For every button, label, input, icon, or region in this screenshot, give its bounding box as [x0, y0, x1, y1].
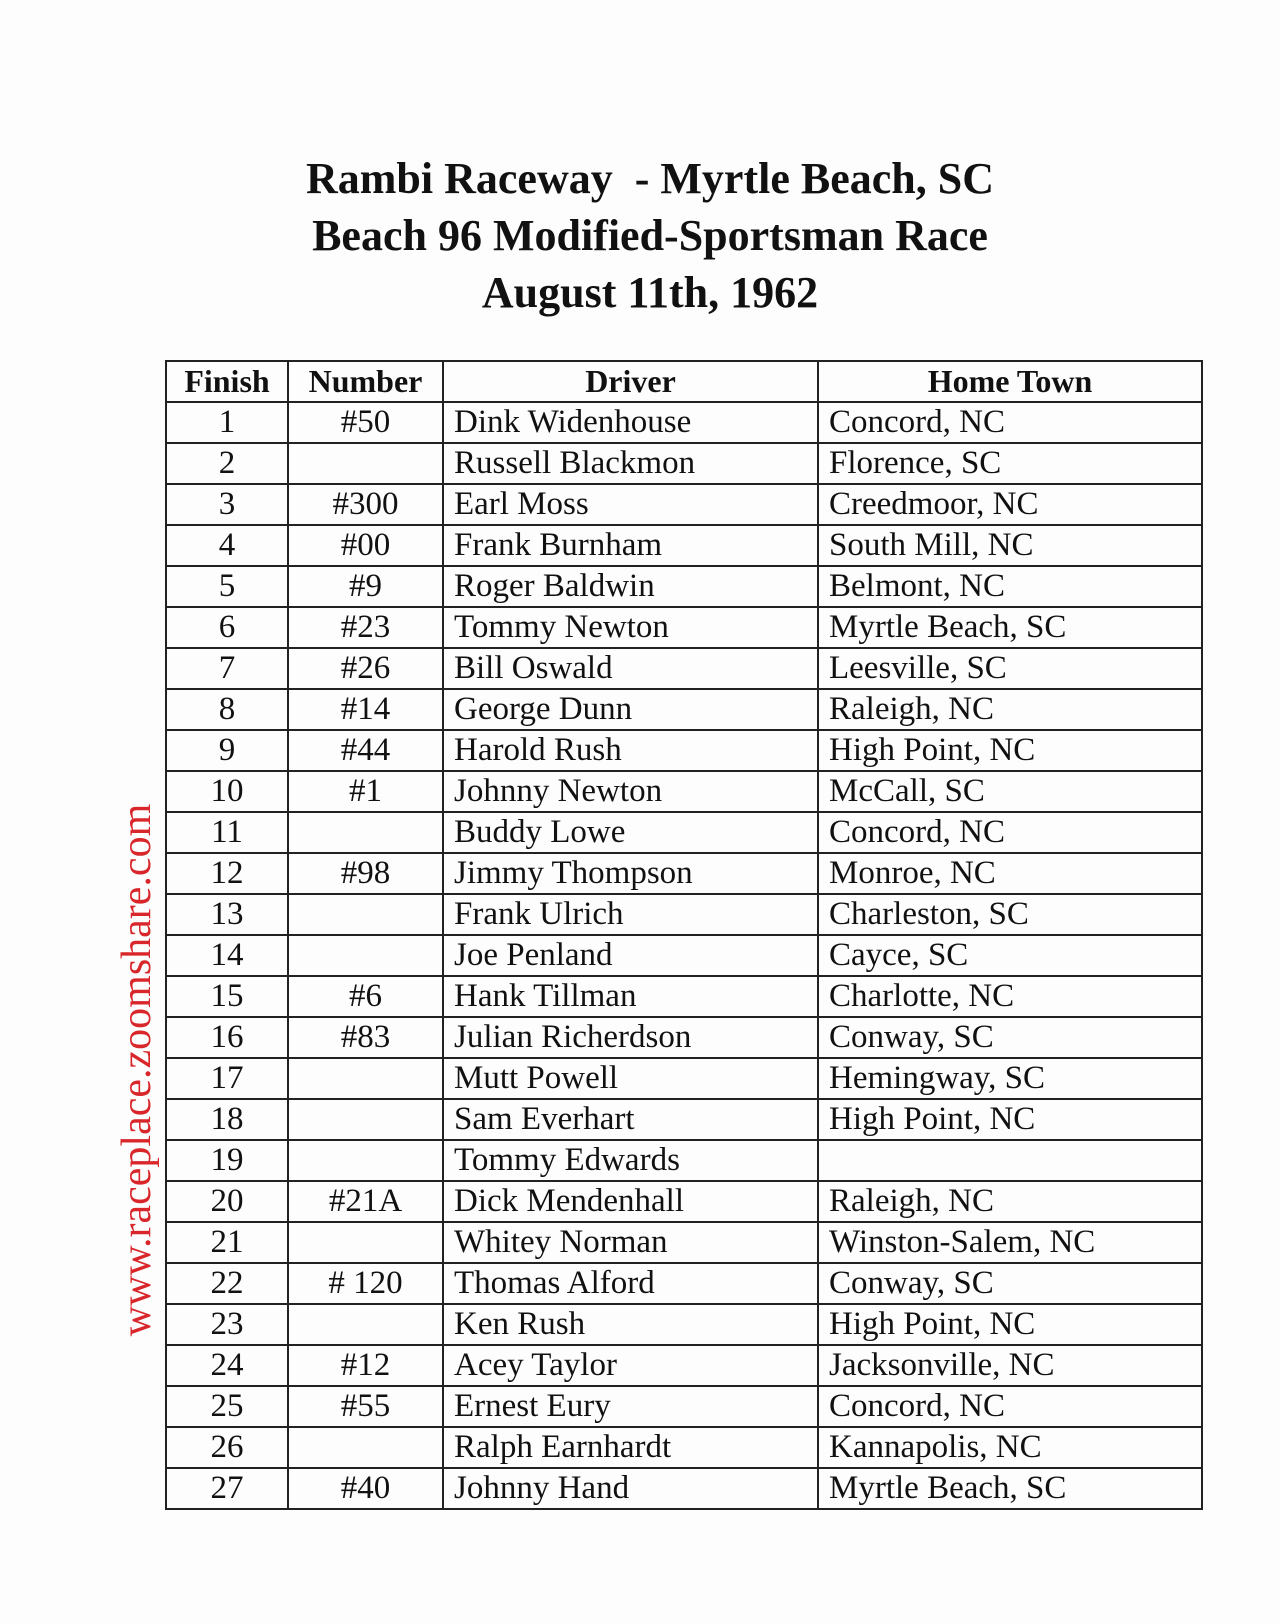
driver-cell: George Dunn — [443, 689, 818, 730]
driver-cell: Jimmy Thompson — [443, 853, 818, 894]
home-town-cell: Conway, SC — [818, 1263, 1202, 1304]
driver-cell: Thomas Alford — [443, 1263, 818, 1304]
number-cell: #83 — [288, 1017, 443, 1058]
header-row — [166, 361, 1202, 402]
number-cell: #40 — [288, 1468, 443, 1509]
home-town-cell: Concord, NC — [818, 1386, 1202, 1427]
finish-cell: 23 — [166, 1304, 288, 1345]
table-row — [166, 853, 1202, 894]
driver-cell: Julian Richerdson — [443, 1017, 818, 1058]
header-driver: Driver — [443, 361, 818, 402]
finish-cell: 10 — [166, 771, 288, 812]
table-row — [166, 1017, 1202, 1058]
table-row — [166, 935, 1202, 976]
number-cell — [288, 1099, 443, 1140]
finish-cell: 4 — [166, 525, 288, 566]
finish-cell: 16 — [166, 1017, 288, 1058]
title-line-date: August 11th, 1962 — [481, 268, 819, 317]
number-cell: #44 — [288, 730, 443, 771]
home-town-cell: Charleston, SC — [818, 894, 1202, 935]
table-row — [166, 1140, 1202, 1181]
finish-cell: 9 — [166, 730, 288, 771]
number-cell: #12 — [288, 1345, 443, 1386]
driver-cell: Russell Blackmon — [443, 443, 818, 484]
number-cell — [288, 935, 443, 976]
driver-cell: Ernest Eury — [443, 1386, 818, 1427]
number-cell: #9 — [288, 566, 443, 607]
home-town-cell: Raleigh, NC — [818, 689, 1202, 730]
home-town-cell: Creedmoor, NC — [818, 484, 1202, 525]
table-row — [166, 689, 1202, 730]
home-town-cell: Raleigh, NC — [818, 1181, 1202, 1222]
driver-cell: Dick Mendenhall — [443, 1181, 818, 1222]
finish-cell: 26 — [166, 1427, 288, 1468]
home-town-cell: Monroe, NC — [818, 853, 1202, 894]
number-cell: #26 — [288, 648, 443, 689]
finish-cell: 5 — [166, 566, 288, 607]
table-row — [166, 1099, 1202, 1140]
table-row — [166, 1181, 1202, 1222]
finish-cell: 24 — [166, 1345, 288, 1386]
finish-cell: 20 — [166, 1181, 288, 1222]
number-cell — [288, 894, 443, 935]
driver-cell: Roger Baldwin — [443, 566, 818, 607]
table-row — [166, 1263, 1202, 1304]
driver-cell: Buddy Lowe — [443, 812, 818, 853]
home-town-cell: Cayce, SC — [818, 935, 1202, 976]
finish-cell: 14 — [166, 935, 288, 976]
number-cell — [288, 1222, 443, 1263]
finish-cell: 11 — [166, 812, 288, 853]
driver-cell: Dink Widenhouse — [443, 402, 818, 443]
finish-cell: 27 — [166, 1468, 288, 1509]
driver-cell: Joe Penland — [443, 935, 818, 976]
number-cell — [288, 1140, 443, 1181]
table-row — [166, 443, 1202, 484]
table-row — [166, 484, 1202, 525]
home-town-cell: Concord, NC — [818, 812, 1202, 853]
finish-cell: 18 — [166, 1099, 288, 1140]
driver-cell: Tommy Newton — [443, 607, 818, 648]
driver-cell: Johnny Hand — [443, 1468, 818, 1509]
driver-cell: Ralph Earnhardt — [443, 1427, 818, 1468]
driver-cell: Frank Ulrich — [443, 894, 818, 935]
finish-cell: 13 — [166, 894, 288, 935]
driver-cell: Tommy Edwards — [443, 1140, 818, 1181]
number-cell: # 120 — [288, 1263, 443, 1304]
driver-cell: Bill Oswald — [443, 648, 818, 689]
header-number: Number — [288, 361, 443, 402]
home-town-cell: Conway, SC — [818, 1017, 1202, 1058]
driver-cell: Ken Rush — [443, 1304, 818, 1345]
number-cell: #50 — [288, 402, 443, 443]
home-town-cell: Concord, NC — [818, 402, 1202, 443]
finish-cell: 1 — [166, 402, 288, 443]
home-town-cell: Kannapolis, NC — [818, 1427, 1202, 1468]
document-title — [0, 150, 1280, 321]
driver-cell: Mutt Powell — [443, 1058, 818, 1099]
home-town-cell: High Point, NC — [818, 1304, 1202, 1345]
driver-cell: Hank Tillman — [443, 976, 818, 1017]
home-town-cell: South Mill, NC — [818, 525, 1202, 566]
table-row — [166, 1222, 1202, 1263]
table-row — [166, 1304, 1202, 1345]
driver-cell: Frank Burnham — [443, 525, 818, 566]
finish-cell: 7 — [166, 648, 288, 689]
driver-cell: Harold Rush — [443, 730, 818, 771]
number-cell — [288, 1427, 443, 1468]
number-cell — [288, 1058, 443, 1099]
number-cell — [288, 443, 443, 484]
number-cell: #6 — [288, 976, 443, 1017]
finish-cell: 15 — [166, 976, 288, 1017]
results-table — [165, 360, 1203, 1510]
table-row — [166, 402, 1202, 443]
number-cell: #23 — [288, 607, 443, 648]
home-town-cell: Jacksonville, NC — [818, 1345, 1202, 1386]
finish-cell: 21 — [166, 1222, 288, 1263]
number-cell: #14 — [288, 689, 443, 730]
home-town-cell: Hemingway, SC — [818, 1058, 1202, 1099]
number-cell: #00 — [288, 525, 443, 566]
table-row — [166, 1345, 1202, 1386]
home-town-cell: McCall, SC — [818, 771, 1202, 812]
number-cell: #1 — [288, 771, 443, 812]
finish-cell: 17 — [166, 1058, 288, 1099]
home-town-cell: Myrtle Beach, SC — [818, 1468, 1202, 1509]
driver-cell: Sam Everhart — [443, 1099, 818, 1140]
home-town-cell: Belmont, NC — [818, 566, 1202, 607]
number-cell: #55 — [288, 1386, 443, 1427]
watermark: www.raceplace.zoomshare.com — [114, 803, 160, 1337]
home-town-cell — [818, 1140, 1202, 1181]
table-row — [166, 976, 1202, 1017]
table-row — [166, 648, 1202, 689]
table-row — [166, 812, 1202, 853]
finish-cell: 22 — [166, 1263, 288, 1304]
finish-cell: 3 — [166, 484, 288, 525]
finish-cell: 12 — [166, 853, 288, 894]
number-cell — [288, 812, 443, 853]
title-line-race: Beach 96 Modified-Sportsman Race — [312, 211, 988, 260]
table-row — [166, 1468, 1202, 1509]
number-cell: #98 — [288, 853, 443, 894]
home-town-cell: Myrtle Beach, SC — [818, 607, 1202, 648]
table-row — [166, 607, 1202, 648]
table-row — [166, 525, 1202, 566]
driver-cell: Whitey Norman — [443, 1222, 818, 1263]
table-row — [166, 1058, 1202, 1099]
home-town-cell: High Point, NC — [818, 730, 1202, 771]
table-row — [166, 1427, 1202, 1468]
home-town-cell: High Point, NC — [818, 1099, 1202, 1140]
number-cell — [288, 1304, 443, 1345]
table-row — [166, 730, 1202, 771]
header-finish: Finish — [166, 361, 288, 402]
home-town-cell: Winston-Salem, NC — [818, 1222, 1202, 1263]
number-cell: #21A — [288, 1181, 443, 1222]
finish-cell: 8 — [166, 689, 288, 730]
home-town-cell: Charlotte, NC — [818, 976, 1202, 1017]
driver-cell: Earl Moss — [443, 484, 818, 525]
driver-cell: Johnny Newton — [443, 771, 818, 812]
home-town-cell: Florence, SC — [818, 443, 1202, 484]
table-row — [166, 566, 1202, 607]
table-row — [166, 894, 1202, 935]
finish-cell: 2 — [166, 443, 288, 484]
finish-cell: 25 — [166, 1386, 288, 1427]
table-row — [166, 1386, 1202, 1427]
header-home-town: Home Town — [818, 361, 1202, 402]
title-line-venue: Rambi Raceway - Myrtle Beach, SC — [306, 154, 994, 203]
finish-cell: 6 — [166, 607, 288, 648]
home-town-cell: Leesville, SC — [818, 648, 1202, 689]
table-row — [166, 771, 1202, 812]
driver-cell: Acey Taylor — [443, 1345, 818, 1386]
number-cell: #300 — [288, 484, 443, 525]
finish-cell: 19 — [166, 1140, 288, 1181]
